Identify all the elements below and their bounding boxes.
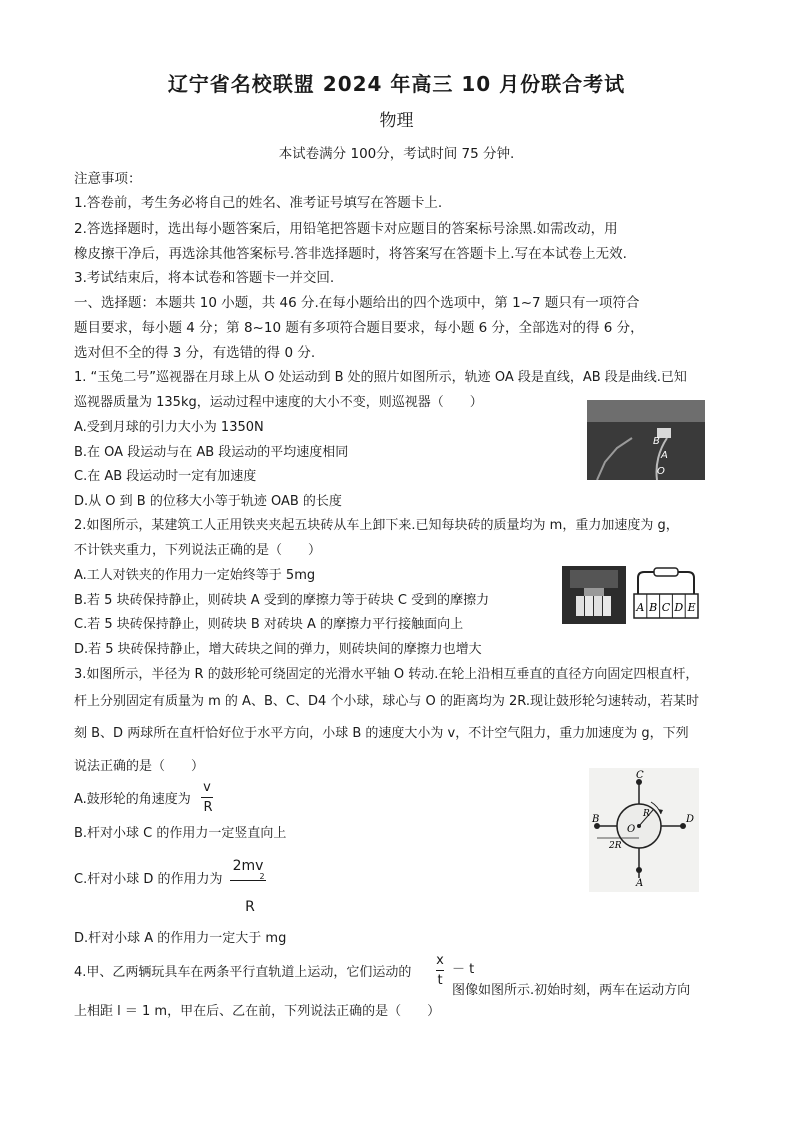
drum-wheel-diagram <box>589 768 699 892</box>
q1-rover-photo <box>587 400 705 480</box>
q3-stem-line-1: 3.如图所示，半径为 R 的鼓形轮可绕固定的光滑水平轴 O 转动.在轮上沿相互垂直的直径方向固定四根直杆， <box>74 667 699 682</box>
q1-label-o: O <box>657 466 665 477</box>
section-1-line-3: 选对但不全的得 3 分，有选错的得 0 分. <box>74 345 316 361</box>
q1-option-c: C.在 AB 段运动时一定有加速度 <box>74 469 257 484</box>
q3-option-c: C.杆对小球 D 的作用力为 <box>74 872 223 887</box>
q1-label-b: B <box>653 436 660 447</box>
notice-item-1: 1.答卷前，考生务必将自己的姓名、准考证号填写在答题卡上. <box>74 195 443 211</box>
q4-stem-line-2: 上相距 l ＝ 1 m，甲在后、乙在前，下列说法正确的是（ ） <box>74 1004 441 1019</box>
section-1-line-2: 题目要求，每小题 4 分；第 8~10 题有多项符合题目要求，每小题 6 分，全部选对的得 6 分， <box>74 320 644 336</box>
brick-label-e: E <box>687 601 696 614</box>
q1-stem-line-2: 巡视器质量为 135kg，运动过程中速度的大小不变，则巡视器（ ） <box>74 395 483 410</box>
q2-stem-line-1: 2.如图所示，某建筑工人正用铁夹夹起五块砖从车上卸下来.已知每块砖的质量均为 m，重力加速度为 g， <box>74 518 679 533</box>
q3-drum-wheel-figure <box>589 768 699 892</box>
brick-label-d: D <box>674 601 684 614</box>
brick-label-b: B <box>649 601 658 614</box>
q1-label-a: A <box>661 450 668 461</box>
q3-stem-line-4: 说法正确的是（ ） <box>74 759 205 774</box>
q3-option-a: A.鼓形轮的角速度为 <box>74 792 191 807</box>
q4-frac-numerator: x <box>436 953 444 968</box>
q4-frac-denominator: t <box>437 973 443 988</box>
q3-a-denominator: R <box>203 800 213 815</box>
exam-title: 辽宁省名校联盟 2024 年高三 10 月份联合考试 <box>167 72 626 96</box>
q3-c-numerator: 2mv <box>232 858 264 874</box>
q3-stem-line-2: 杆上分别固定有质量为 m 的 A、B、C、D4 个小球，球心与 O 的距离均为 2R.现让鼓形轮匀速转动，若某时 <box>74 694 699 709</box>
q2-option-c: C.若 5 块砖保持静止，则砖块 B 对砖块 A 的摩擦力平行接触面向上 <box>74 617 464 632</box>
q1-option-a: A.受到月球的引力大小为 1350N <box>74 420 264 435</box>
q3-label-r: R <box>643 809 650 819</box>
q4-stem-line-1-end: 图像如图所示.初始时刻，两车在运动方向 <box>452 983 691 998</box>
q2-brick-diagram <box>630 566 702 624</box>
notice-heading: 注意事项： <box>74 171 142 187</box>
q1-option-d: D.从 O 到 B 的位移大小等于轨迹 OAB 的长度 <box>74 494 342 509</box>
notice-item-2-line-1: 2.答选择题时，选出每小题答案后，用铅笔把答题卡对应题目的答案标号涂黑.如需改动，用 <box>74 221 618 237</box>
q4-fraction-bar <box>436 970 444 971</box>
q3-c-denominator: R <box>245 899 255 915</box>
q1-option-b: B.在 OA 段运动与在 AB 段运动的平均速度相同 <box>74 445 349 460</box>
q1-stem-line-1: 1. “玉兔二号”巡视器在月球上从 O 处运动到 B 处的照片如图所示，轨迹 OA 段是直线，AB 段是曲线.已知 <box>74 370 687 385</box>
brick-label-c: C <box>661 601 671 614</box>
notice-item-3: 3.考试结束后，将本试卷和答题卡一并交回. <box>74 270 335 286</box>
q3-label-o: O <box>627 824 636 835</box>
q3-label-a: A <box>636 878 644 889</box>
q2-stem-line-2: 不计铁夹重力，下列说法正确的是（ ） <box>74 543 322 558</box>
q2-option-b: B.若 5 块砖保持静止，则砖块 A 受到的摩擦力等于砖块 C 受到的摩擦力 <box>74 593 490 608</box>
worker-bricks-image <box>562 566 626 624</box>
q3-c-exponent: 2 <box>259 872 265 881</box>
notice-item-2-line-2: 橡皮擦干净后，再选涂其他答案标号.答非选择题时，将答案写在答题卡上.写在本试卷上无效. <box>74 246 627 262</box>
q4-axis-t: － t <box>452 962 475 977</box>
q3-stem-line-3: 刻 B、D 两球所在直杆恰好位于水平方向，小球 B 的速度大小为 v，不计空气阻力，重力加速度为 g，下列 <box>74 726 689 741</box>
q3-a-numerator: v <box>203 780 211 795</box>
q2-option-a: A.工人对铁夹的作用力一定始终等于 5mg <box>74 568 316 583</box>
q3-label-b: B <box>592 814 600 825</box>
brick-label-a: A <box>636 601 645 614</box>
section-1-line-1: 一、选择题：本题共 10 小题，共 46 分.在每小题给出的四个选项中，第 1~7 题只有一项符合 <box>74 295 640 311</box>
q3-label-2r: 2R <box>609 841 622 851</box>
exam-info: 本试卷满分 100分，考试时间 75 分钟. <box>278 146 515 162</box>
q3-option-d: D.杆对小球 A 的作用力一定大于 mg <box>74 931 287 946</box>
q2-option-d: D.若 5 块砖保持静止，增大砖块之间的弹力，则砖块间的摩擦力也增大 <box>74 642 482 657</box>
q3-label-d: D <box>686 814 695 825</box>
q2-brick-photo <box>562 566 626 624</box>
rover-track-image <box>587 400 705 480</box>
subject-title: 物理 <box>379 111 414 131</box>
brick-clamp-diagram <box>630 566 702 624</box>
q4-stem-line-1-start: 4.甲、乙两辆玩具车在两条平行直轨道上运动，它们运动的 <box>74 965 412 980</box>
q3-option-b: B.杆对小球 C 的作用力一定竖直向上 <box>74 826 287 841</box>
q3-a-fraction-bar <box>201 797 213 798</box>
q3-label-c: C <box>636 770 644 781</box>
